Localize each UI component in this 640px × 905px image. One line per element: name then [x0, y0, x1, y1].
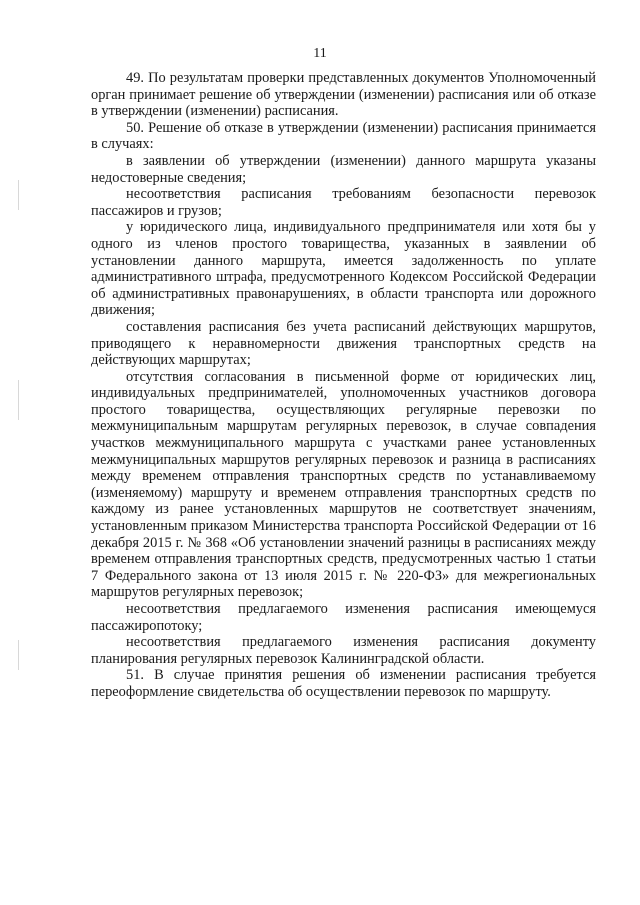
list-item: несоответствия расписания требованиям безопасности перевозок пассажиров и грузов;	[91, 186, 596, 219]
list-item: несоответствия предлагаемого изменения расписания документу планирования регулярных перевозок Калининградской области.	[91, 634, 596, 667]
list-item: несоответствия предлагаемого изменения расписания имеющемуся пассажиропотоку;	[91, 601, 596, 634]
scan-edge-mark	[18, 640, 19, 670]
list-item: в заявлении об утверждении (изменении) данного маршрута указаны недостоверные сведения;	[91, 152, 596, 186]
list-item: составления расписания без учета расписаний действующих маршрутов, приводящего к неравномерности движения транспортных средств на действующих маршрутах;	[91, 318, 596, 369]
paragraph-51: 51. В случае принятия решения об изменении расписания требуется переоформление свидетельства об осуществлении перевозок по маршруту.	[91, 667, 596, 700]
document-body	[91, 70, 596, 701]
paragraph-49: 49. По результатам проверки представленных документов Уполномоченный орган принимает решение об утверждении (изменении) расписания или об отказе в утверждении (изменении) расписания.	[91, 70, 596, 120]
scan-edge-mark	[18, 180, 19, 210]
list-item: у юридического лица, индивидуального предпринимателя или хотя бы у одного из членов простого товарищества, указанных в заявлении об установлении данного маршрута, имеется задолженность по уплате административного штрафа, предусмотренного Кодексом Российской Федерации об административных правонарушениях, в области транспорта или дорожного движения;	[91, 219, 596, 319]
scan-edge-mark	[18, 380, 19, 420]
page-number: 11	[313, 46, 327, 61]
paragraph-50: 50. Решение об отказе в утверждении (изменении) расписания принимается в случаях:	[91, 119, 596, 153]
list-item: отсутствия согласования в письменной форме от юридических лиц, индивидуальных предпринимателей, уполномоченных участников договора простого товарищества, осуществляющих регулярные перевозки по межмуниципальным маршрутам регулярных перевозок, в случае совпадения участков межмуниципального маршрута с участками ранее установленных межмуниципальных маршрутов регулярных перевозок и разница в расписаниях между временем отправления транспортных средств по устанавливаемому (изменяемому) маршруту и временем отправления транспортных средств по каждому из ранее установленных маршрутов не соответствует значениям, установленным приказом Министерства транспорта Российской Федерации от 16 декабря 2015 г. № 368 «Об установлении значений разницы в расписаниях между временем отправления транспортных средств, предусмотренных частью 1 статьи 7 Федерального закона от 13 июля 2015 г. № 220-ФЗ» для межрегиональных маршрутов регулярных перевозок;	[91, 368, 596, 601]
